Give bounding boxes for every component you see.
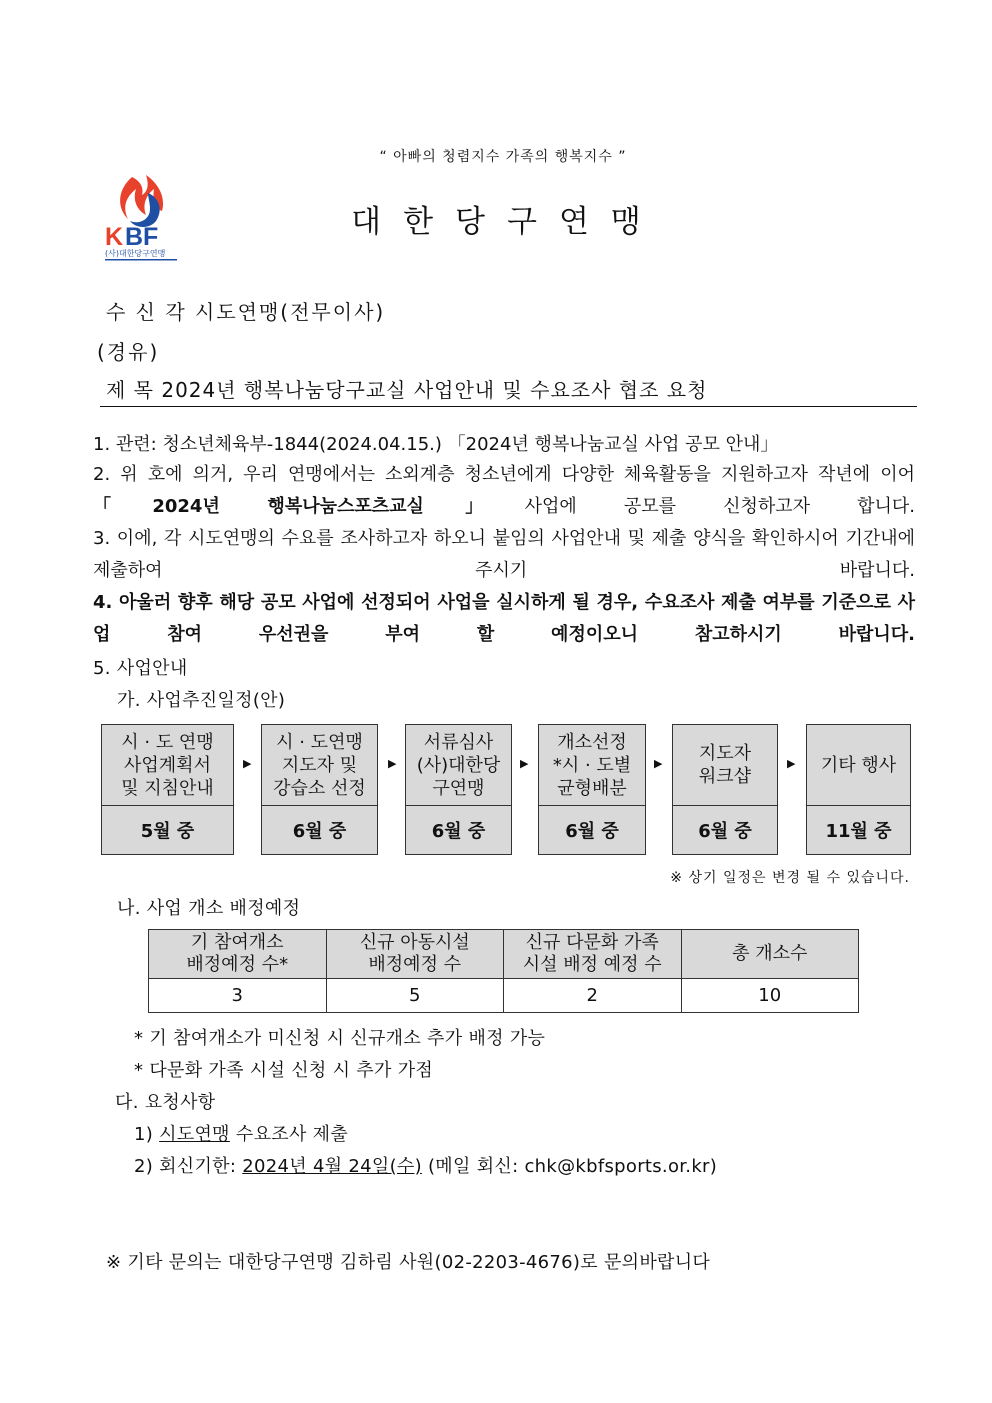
arrow-icon: ▶ xyxy=(787,757,796,770)
divider xyxy=(100,406,917,407)
svg-text:K: K xyxy=(105,223,124,251)
schedule-step-date: 6월 중 xyxy=(565,820,619,842)
arrow-icon: ▶ xyxy=(243,757,252,770)
schedule-step-date: 11월 중 xyxy=(825,820,892,842)
logo-subtext: (사)대한당구연맹 xyxy=(105,249,166,258)
table-cell: 2 xyxy=(504,979,682,1013)
arrow-icon: ▶ xyxy=(654,757,663,770)
contact-note: ※ 기타 문의는 대한당구연맹 김하림 사원(02-2203-4676)로 문의바랍니다 xyxy=(106,1252,711,1273)
item-4: 4. 아울러 향후 해당 공모 사업에 선정되어 사업을 실시하게 될 경우, 수요조사 제출 여부를 기준으로 사업 참여 우선권을 부여 할 예정이오니 참고하시기 바랍니다. xyxy=(93,592,915,645)
schedule-step: 시 · 도 연맹 사업계획서 및 지침안내 5월 중 xyxy=(101,724,234,855)
item-2-program: 「2024년 행복나눔스포츠교실」 xyxy=(93,495,525,517)
schedule-note: ※ 상기 일정은 변경 될 수 있습니다. xyxy=(670,870,910,886)
motto: “ 아빠의 청렴지수 가족의 행복지수 ” xyxy=(379,149,627,165)
arrow-icon: ▶ xyxy=(520,757,529,770)
allocation-table: 기 참여개소 배정예정 수* 신규 아동시설 배정예정 수 신규 다문화 가족 시설 배정 예정 수 총 개소수 3 5 2 10 xyxy=(148,929,859,1013)
svg-text:BF: BF xyxy=(125,223,159,251)
request-deadline: 2024년 4월 24일(수) xyxy=(242,1156,422,1177)
schedule-step: 기타 행사 11월 중 xyxy=(806,724,911,855)
arrow-icon: ▶ xyxy=(388,757,397,770)
request-target: 시도연맹 xyxy=(159,1124,230,1145)
schedule-step-date: 5월 중 xyxy=(140,820,195,842)
item-2-suffix: 사업에 공모를 신청하고자 합니다. xyxy=(524,495,915,517)
organization-title: 대한당구연맹 xyxy=(351,204,663,240)
schedule-step: 개소선정 *시 · 도별 균형배분 6월 중 xyxy=(538,724,646,855)
schedule-step: 지도자 워크샵 6월 중 xyxy=(672,724,778,855)
item-1: 1. 관련: 청소년체육부-1844(2024.04.15.) 「2024년 행복나눔교실 사업 공모 안내」 xyxy=(93,434,779,455)
schedule-step-date: 6월 중 xyxy=(698,820,752,842)
schedule-step-date: 6월 중 xyxy=(431,820,486,842)
subject: 제 목 2024년 행복나눔당구교실 사업안내 및 수요조사 협조 요청 xyxy=(106,378,708,402)
item-2 xyxy=(93,459,915,522)
request-item-1: 1) 시도연맹 수요조사 제출 xyxy=(134,1124,349,1145)
table-cell: 3 xyxy=(149,979,327,1013)
schedule-heading: 가. 사업추진일정(안) xyxy=(117,690,286,711)
schedule-step-date: 6월 중 xyxy=(292,820,347,842)
schedule-step: 서류심사 (사)대한당 구연맹 6월 중 xyxy=(405,724,512,855)
item-2-text: 2. 위 호에 의거, 우리 연맹에서는 소외계층 청소년에게 다양한 체육활동을 지원하고자 작년에 이어 xyxy=(93,464,915,485)
allocation-heading: 나. 사업 개소 배정예정 xyxy=(117,898,301,919)
schedule-step: 시 · 도연맹 지도자 및 강습소 선정 6월 중 xyxy=(261,724,378,855)
via: (경유) xyxy=(97,340,160,364)
request-item-2: 2) 회신기한: 2024년 4월 24일(수) (메일 회신: chk@kbfsports.or.kr) xyxy=(134,1156,718,1177)
table-cell: 10 xyxy=(681,979,859,1013)
recipient: 수 신 각 시도연맹(전무이사) xyxy=(106,300,386,324)
table-cell: 5 xyxy=(326,979,504,1013)
item-3: 3. 이에, 각 시도연맹의 수요를 조사하고자 하오니 붙임의 사업안내 및 제출 양식을 확인하시어 기간내에 제출하여 주시기 바랍니다. xyxy=(93,528,915,581)
allocation-note: * 기 참여개소가 미신청 시 신규개소 추가 배정 가능 xyxy=(134,1028,546,1049)
allocation-note: * 다문화 가족 시설 신청 시 추가 가점 xyxy=(134,1060,434,1081)
item-5: 5. 사업안내 xyxy=(93,658,188,679)
request-heading: 다. 요청사항 xyxy=(115,1092,216,1113)
